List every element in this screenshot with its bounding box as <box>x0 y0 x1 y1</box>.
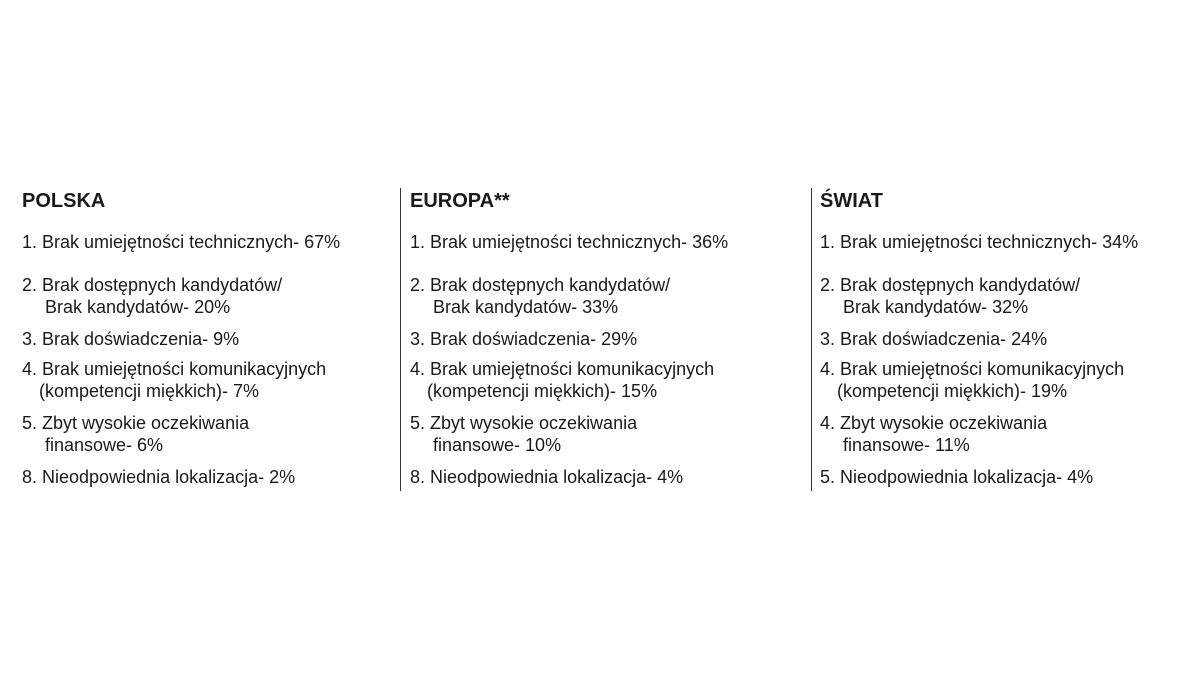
list-item <box>22 358 326 402</box>
list-item <box>820 466 1093 488</box>
list-item-text: 3. Brak doświadczenia- 24% <box>820 329 1048 349</box>
list-item <box>410 412 637 456</box>
list-item <box>820 412 1047 456</box>
list-item-text: 8. Nieodpowiednia lokalizacja- 2% <box>22 467 296 487</box>
list-item <box>410 231 728 253</box>
list-item <box>410 358 714 402</box>
list-item-text: 2. Brak dostępnych kandydatów/ <box>410 275 671 295</box>
list-item-text: 5. Zbyt wysokie oczekiwania <box>22 413 250 433</box>
list-item-text: 4. Zbyt wysokie oczekiwania <box>820 413 1048 433</box>
list-item-continuation: finansowe- 6% <box>45 435 164 455</box>
list-item <box>22 412 249 456</box>
list-item <box>22 466 295 488</box>
column-divider <box>811 188 812 491</box>
list-item <box>22 274 282 318</box>
list-item <box>410 274 670 318</box>
list-item <box>820 328 1047 350</box>
list-item-continuation: Brak kandydatów- 20% <box>45 297 231 317</box>
list-item-text: 1. Brak umiejętności technicznych- 36% <box>410 232 729 252</box>
list-item-text: 8. Nieodpowiednia lokalizacja- 4% <box>410 467 684 487</box>
list-item-text: 2. Brak dostępnych kandydatów/ <box>22 275 283 295</box>
list-item-text: 4. Brak umiejętności komunikacyjnych <box>410 359 715 379</box>
list-item-text: 3. Brak doświadczenia- 9% <box>22 329 240 349</box>
list-item-text: 2. Brak dostępnych kandydatów/ <box>820 275 1081 295</box>
list-item <box>22 231 340 253</box>
list-item-continuation: Brak kandydatów- 32% <box>843 297 1029 317</box>
list-item-text: 3. Brak doświadczenia- 29% <box>410 329 638 349</box>
column-heading: POLSKA <box>22 190 106 212</box>
list-item-text: 5. Zbyt wysokie oczekiwania <box>410 413 638 433</box>
list-item-continuation: finansowe- 10% <box>433 435 562 455</box>
list-item-text: 1. Brak umiejętności technicznych- 34% <box>820 232 1139 252</box>
list-item <box>410 466 683 488</box>
list-item-continuation: (kompetencji miękkich)- 7% <box>39 381 260 401</box>
list-item <box>820 274 1080 318</box>
list-item <box>22 328 239 350</box>
column-divider <box>400 188 401 491</box>
list-item-text: 1. Brak umiejętności technicznych- 67% <box>22 232 341 252</box>
list-item-continuation: finansowe- 11% <box>843 435 970 455</box>
list-item-continuation: Brak kandydatów- 33% <box>433 297 619 317</box>
column-heading: EUROPA** <box>410 190 510 212</box>
list-item <box>820 231 1138 253</box>
list-item-text: 4. Brak umiejętności komunikacyjnych <box>22 359 327 379</box>
list-item-text: 4. Brak umiejętności komunikacyjnych <box>820 359 1125 379</box>
list-item-text: 5. Nieodpowiednia lokalizacja- 4% <box>820 467 1094 487</box>
list-item-continuation: (kompetencji miękkich)- 15% <box>427 381 658 401</box>
list-item-continuation: (kompetencji miękkich)- 19% <box>837 381 1068 401</box>
list-item <box>410 328 637 350</box>
list-item <box>820 358 1124 402</box>
column-heading: ŚWIAT <box>820 190 883 212</box>
